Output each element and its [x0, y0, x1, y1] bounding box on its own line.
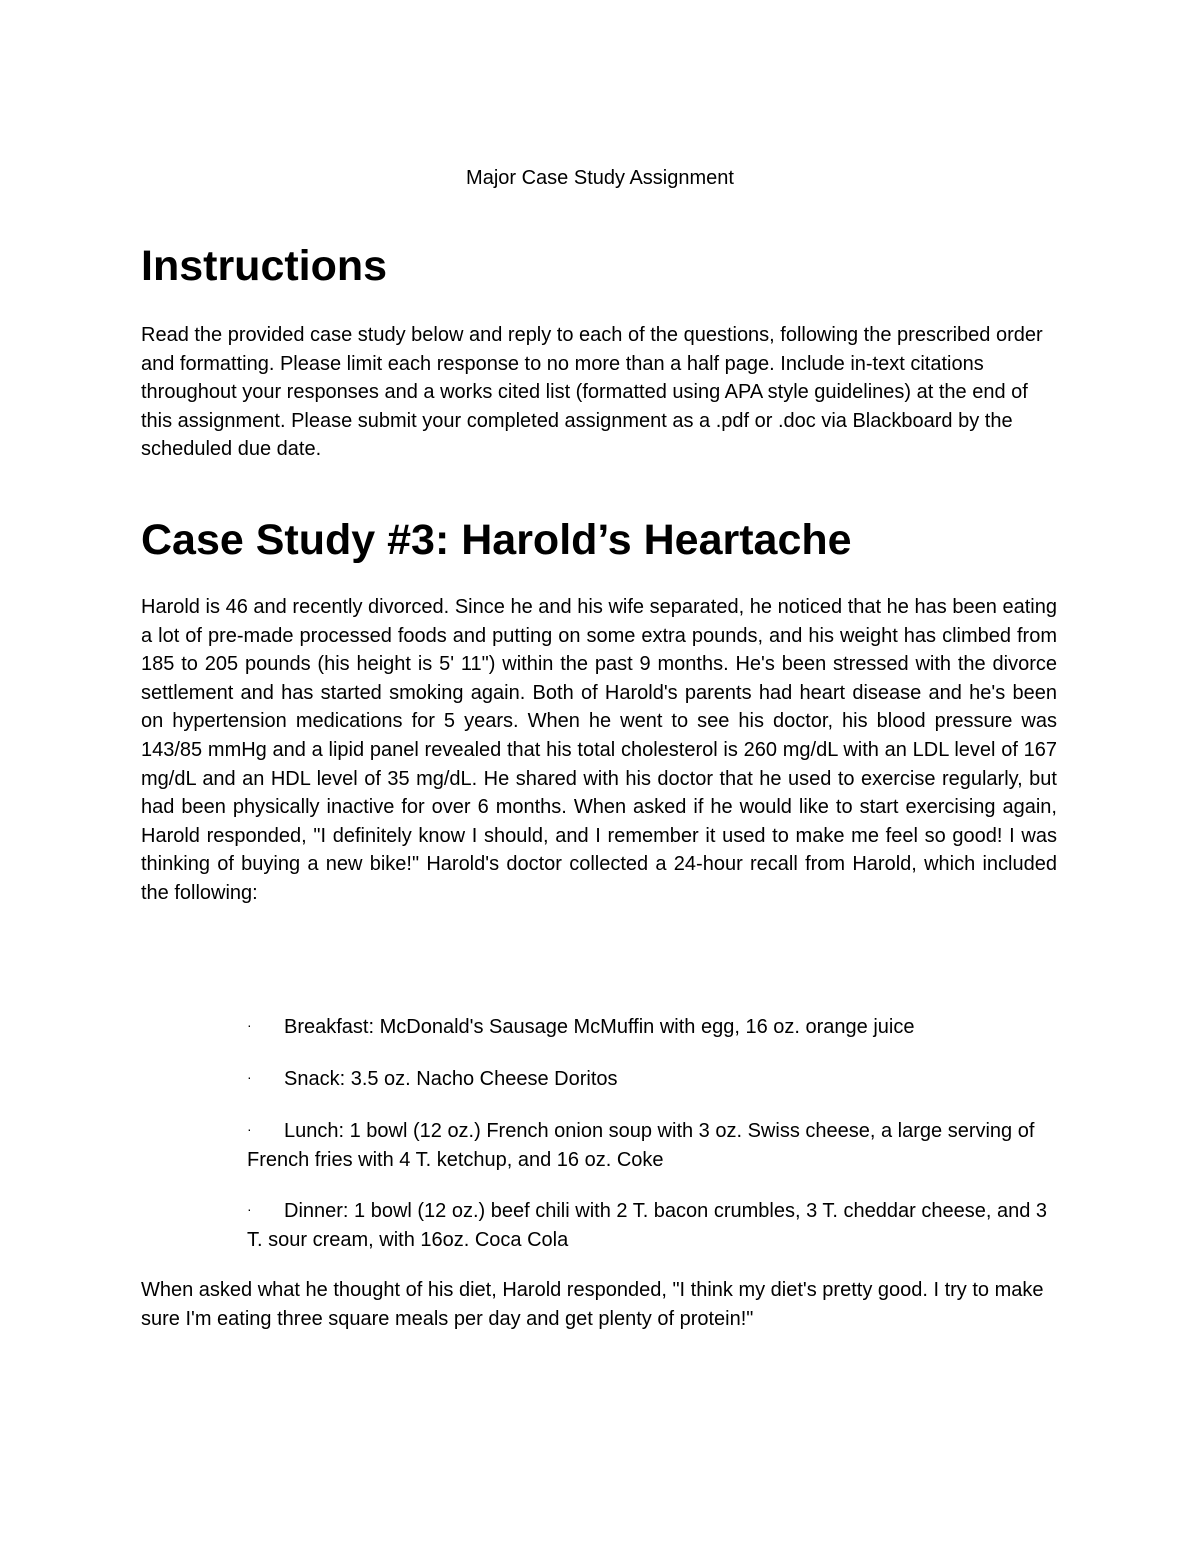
bullet-icon: · [247, 1201, 252, 1217]
instructions-paragraph: Read the provided case study below and reply to each of the questions, following the prescribed order and formatting. Please limit each response to no more than a half page. Include in-text citations throughout your responses and a works cited list (formatted using APA style guidelines) at the end of this assignment. Please submit your completed assignment as a .pdf or .doc via Blackboard by the scheduled due date. [141, 324, 1043, 461]
case-study-paragraph: Harold is 46 and recently divorced. Since he and his wife separated, he noticed that he has been eating a lot of pre-made processed foods and putting on some extra pounds, and his weight has climbed from 185 to 205 pounds (his height is 5' 11") within the past 9 months. He's been stressed with the divorce settlement and has started smoking again. Both of Harold's parents had heart disease and he's been on hypertension medications for 5 years. When he went to see his doctor, his blood pressure was 143/85 mmHg and a lipid panel revealed that his total cholesterol is 260 mg/dL with an LDL level of 167 mg/dL and an HDL level of 35 mg/dL. He shared with his doctor that he used to exercise regularly, but had been physically inactive for over 6 months. When asked if he would like to start exercising again, Harold responded, "I definitely know I should, and I remember it used to make me feel so good! I was thinking of buying a new bike!" Harold's doctor collected a 24-hour recall from Harold, which included the following: [141, 596, 1057, 904]
list-item-snack [247, 1063, 1057, 1094]
list-item-text: Breakfast: McDonald's Sausage McMuffin with egg, 16 oz. orange juice [284, 1016, 915, 1038]
list-item-text: Lunch: 1 bowl (12 oz.) French onion soup with 3 oz. Swiss cheese, a large serving of French fries with 4 T. ketchup, and 16 oz. Coke [247, 1120, 1035, 1171]
list-item-dinner [247, 1195, 1057, 1254]
bullet-icon: · [247, 1121, 252, 1137]
bullet-icon: · [247, 1069, 252, 1085]
bullet-icon: · [247, 1017, 252, 1033]
list-item-lunch [247, 1115, 1057, 1174]
list-item-text: Dinner: 1 bowl (12 oz.) beef chili with 2 T. bacon crumbles, 3 T. cheddar cheese, and 3 T. sour cream, with 16oz. Coca Cola [247, 1200, 1048, 1251]
case-study-heading: Case Study #3: Harold’s Heartache [141, 516, 852, 564]
closing-paragraph: When asked what he thought of his diet, Harold responded, "I think my diet's pretty good. I try to make sure I'm eating three square meals per day and get plenty of protein!" [141, 1279, 1044, 1330]
document-title: Major Case Study Assignment [466, 167, 734, 189]
list-item-text: Snack: 3.5 oz. Nacho Cheese Doritos [284, 1068, 618, 1090]
instructions-heading: Instructions [141, 242, 388, 290]
list-item-breakfast [247, 1011, 1057, 1042]
